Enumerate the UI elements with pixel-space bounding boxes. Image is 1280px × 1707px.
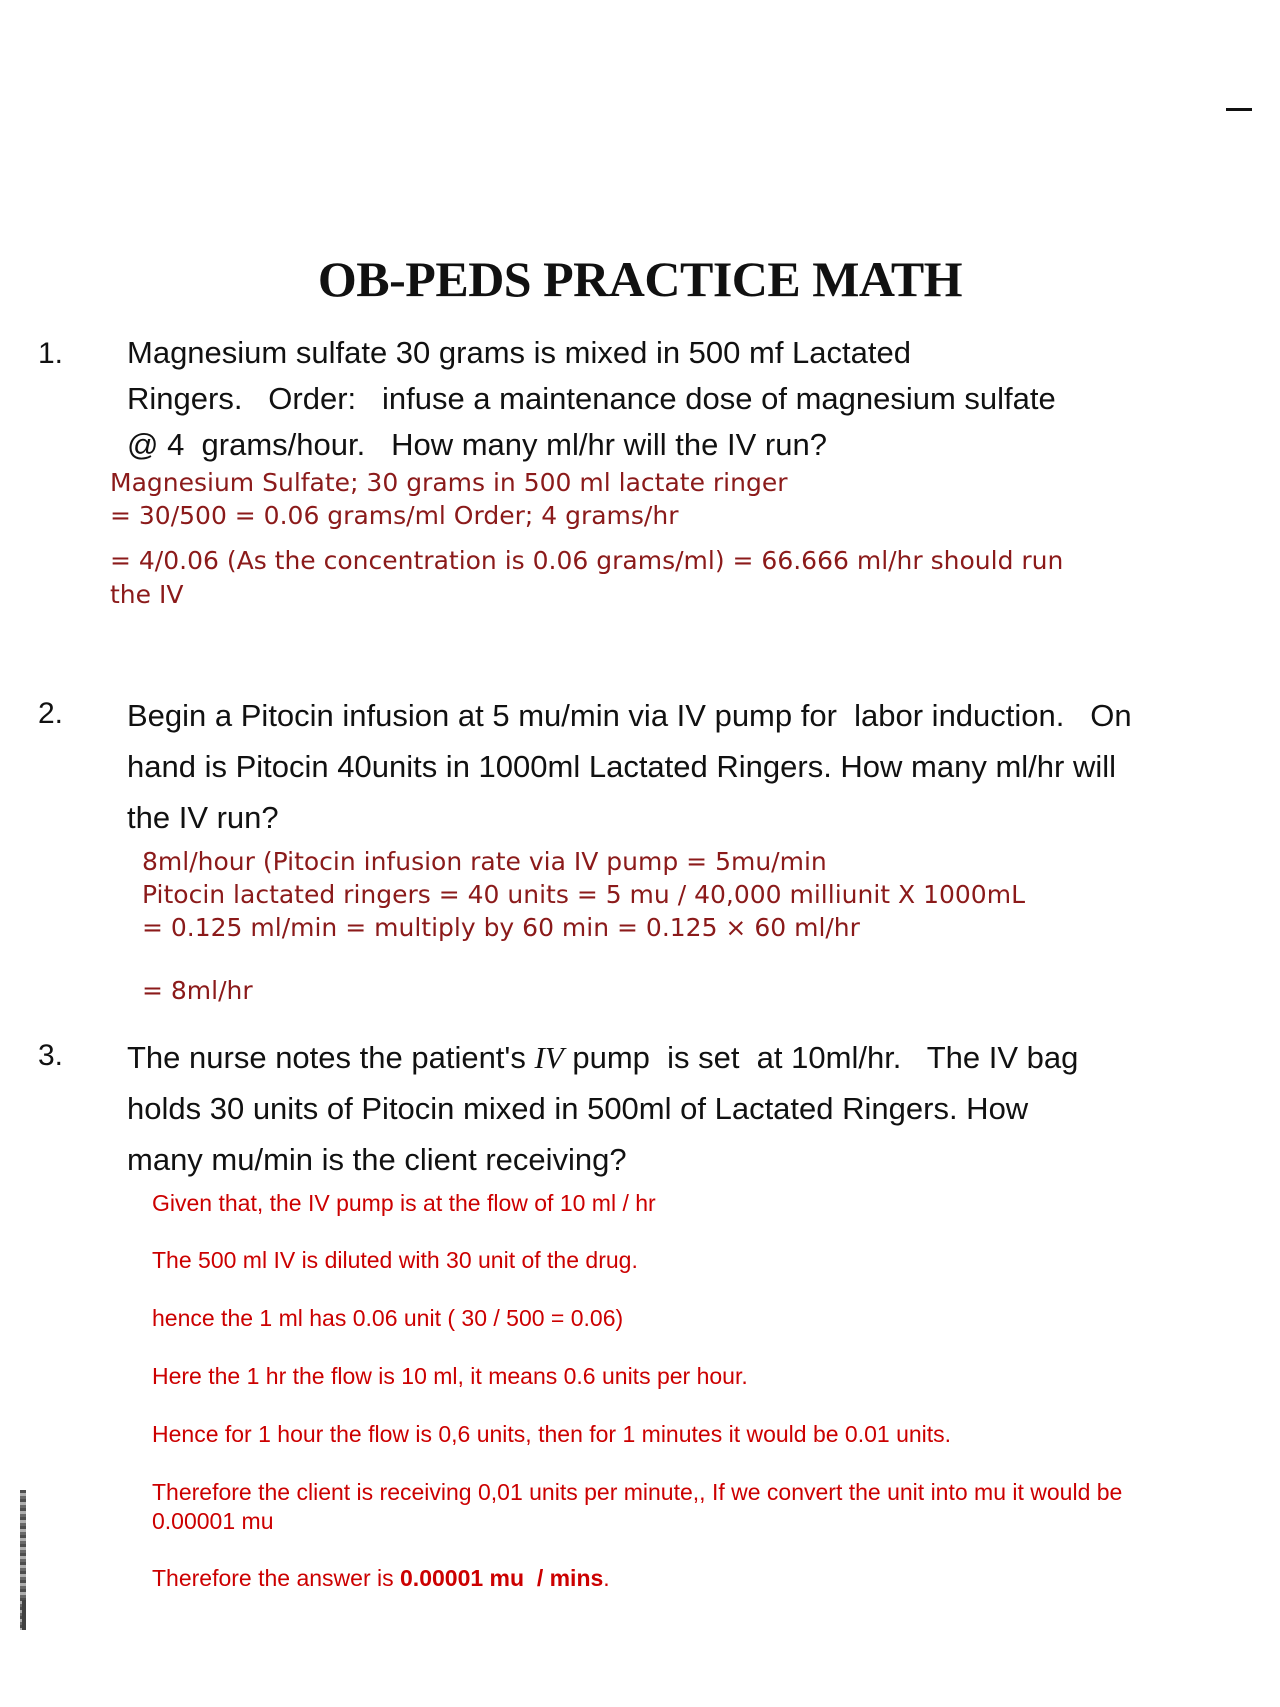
- question-2-answer: [142, 845, 1025, 944]
- answer-3-line-6: [152, 1478, 1242, 1536]
- answer-3-line-5: Hence for 1 hour the flow is 0,6 units, then for 1 minutes it would be 0.01 units.: [152, 1421, 952, 1447]
- question-3-iv-italic: IV: [534, 1040, 564, 1075]
- question-3-number: 3.: [38, 1039, 64, 1072]
- question-3-text: [127, 1032, 1078, 1185]
- answer-3-final: [152, 1564, 610, 1593]
- answer-2-line-2: Pitocin lactated ringers = 40 units = 5 mu / 40,000 milliunit X 1000mL: [142, 880, 1025, 909]
- question-3-line-1-start: The nurse notes the patient's: [127, 1040, 535, 1075]
- answer-1-line-4: the IV: [110, 580, 184, 609]
- answer-3-line-6a: Therefore the client is receiving 0,01 units per minute,, If we convert the unit into mu it would be: [152, 1479, 1123, 1505]
- final-prefix: Therefore the answer is: [152, 1565, 401, 1591]
- question-1-line-1: Magnesium sulfate 30 grams is mixed in 500 mf Lactated: [127, 335, 911, 370]
- answer-1-line-2: = 30/500 = 0.06 grams/ml Order; 4 grams/hr: [110, 501, 679, 530]
- question-2-line-2: hand is Pitocin 40units in 1000ml Lactated Ringers. How many ml/hr will: [127, 749, 1117, 784]
- question-2-text: [127, 690, 1132, 843]
- answer-3-line-1: Given that, the IV pump is at the flow of 10 ml / hr: [152, 1190, 656, 1216]
- question-1-line-2: Ringers. Order: infuse a maintenance dose of magnesium sulfate: [127, 381, 1056, 416]
- question-1-line-3: @ 4 grams/hour. How many ml/hr will the IV run?: [127, 427, 827, 462]
- final-answer-value: 0.00001 mu / mins: [400, 1565, 604, 1591]
- answer-2-line-3: = 0.125 ml/min = multiply by 60 min = 0.125 × 60 ml/hr: [142, 913, 860, 942]
- answer-1-line-3: = 4/0.06 (As the concentration is 0.06 grams/ml) = 66.666 ml/hr should run: [110, 546, 1064, 575]
- answer-2-line-4: = 8ml/hr: [142, 976, 253, 1005]
- question-1-answer: [110, 466, 788, 532]
- answer-3-line-3: hence the 1 ml has 0.06 unit ( 30 / 500 = 0.06): [152, 1305, 624, 1331]
- answer-2-line-1: 8ml/hour (Pitocin infusion rate via IV pump = 5mu/min: [142, 847, 827, 876]
- answer-3-line-6b: 0.00001 mu: [152, 1508, 274, 1534]
- question-1-answer-cont: [110, 544, 1220, 612]
- answer-3-line-2: The 500 ml IV is diluted with 30 unit of the drug.: [152, 1247, 638, 1273]
- question-1-number: 1.: [38, 337, 64, 370]
- scan-edge-artifact: [20, 1490, 26, 1630]
- corner-scan-mark: [1226, 108, 1252, 111]
- final-suffix: .: [603, 1565, 610, 1591]
- question-3-line-1: [127, 1032, 1078, 1083]
- answer-1-line-1: Magnesium Sulfate; 30 grams in 500 ml lactate ringer: [110, 468, 788, 497]
- answer-3-line-4: Here the 1 hr the flow is 10 ml, it means 0.6 units per hour.: [152, 1363, 748, 1389]
- question-2-line-1: Begin a Pitocin infusion at 5 mu/min via IV pump for labor induction. On: [127, 698, 1132, 733]
- page-title: OB-PEDS PRACTICE MATH: [317, 251, 963, 307]
- question-3-line-1-end: pump is set at 10ml/hr. The IV bag: [563, 1040, 1079, 1075]
- question-3-line-3: many mu/min is the client receiving?: [127, 1142, 627, 1177]
- question-1-text: [127, 330, 1056, 468]
- question-2-number: 2.: [38, 697, 64, 730]
- question-2-line-3: the IV run?: [127, 800, 279, 835]
- question-3-line-2: holds 30 units of Pitocin mixed in 500ml of Lactated Ringers. How: [127, 1091, 1029, 1126]
